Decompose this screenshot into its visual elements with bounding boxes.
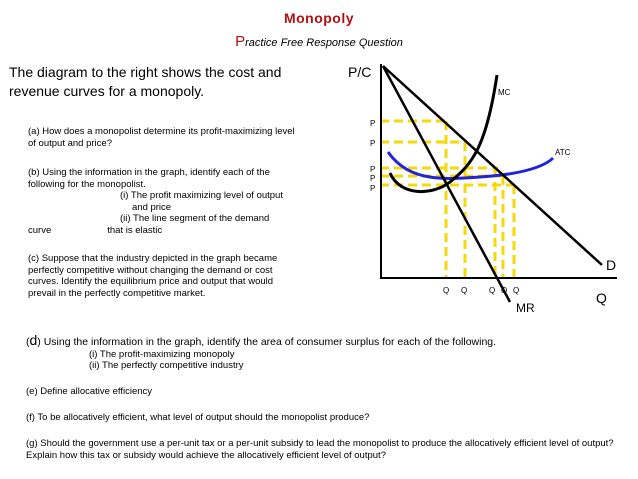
question-b-intro: (b) Using the information in the graph, identify each of the following for the monopolist.: [28, 167, 270, 190]
mr-label: MR: [516, 301, 535, 315]
y-axis-label: P/C: [348, 64, 372, 80]
question-c: (c) Suppose that the industry depicted in the graph became perfectly competitive without changing the demand or cost curves. Identify the equilibrium price and output that would prevail in the perfectly competitive market.: [28, 253, 278, 299]
question-b-ii: (ii) The line segment of the demand: [120, 213, 270, 225]
question-d-text: ) Using the information in the graph, identify the area of consumer surplus for each of the following.: [37, 336, 497, 348]
question-b-i-line2: and price: [132, 201, 172, 213]
quantity-label-2: Q: [461, 286, 468, 295]
question-d-ii: (ii) The perfectly competitive industry: [89, 360, 244, 372]
mc-curve: [390, 75, 497, 192]
price-label-1: P: [370, 119, 376, 128]
question-d-letter: d: [29, 332, 38, 348]
mc-label: MC: [498, 88, 511, 97]
question-a: (a) How does a monopolist determine its profit-maximizing level of output and price?: [28, 126, 295, 149]
atc-label: ATC: [555, 148, 571, 157]
intro-text: The diagram to the right shows the cost and revenue curves for a monopoly.: [9, 64, 282, 99]
question-f: (f) To be allocatively efficient, what level of output should the monopolist produce?: [26, 412, 370, 423]
x-axis-label: Q: [596, 290, 607, 306]
price-label-2: P: [370, 139, 376, 148]
question-d-i: (i) The profit-maximizing monopoly: [89, 348, 235, 360]
question-g: (g) Should the government use a per-unit tax or a per-unit subsidy to lead the monopolist to produce the allocatively efficient level of output? Explain how this tax or subsidy would achieve the allocatively efficient level of output?: [26, 438, 614, 461]
atc-curve: [388, 152, 553, 178]
quantity-label-3: Q: [489, 286, 496, 295]
question-d-open: (: [26, 336, 30, 348]
dashed-guides: [380, 121, 515, 279]
quantity-label-1: Q: [443, 286, 450, 295]
subtitle-rest: ractice Free Response Question: [245, 37, 403, 49]
question-b-ii-rest: that is elastic: [107, 224, 163, 236]
demand-label: D: [606, 257, 617, 273]
price-label-5: P: [370, 184, 376, 193]
question-e: (e) Define allocative efficiency: [26, 386, 153, 397]
page-title: Monopoly: [283, 10, 355, 26]
price-label-3: P: [370, 165, 376, 174]
subtitle-initial: P: [235, 33, 246, 50]
quantity-label-5: Q: [513, 286, 520, 295]
price-label-4: P: [370, 174, 376, 183]
quantity-label-4: Q: [501, 286, 508, 295]
question-b-ii-curve: curve: [28, 224, 52, 236]
question-b-i-line1: (i) The profit maximizing level of output: [120, 190, 283, 202]
